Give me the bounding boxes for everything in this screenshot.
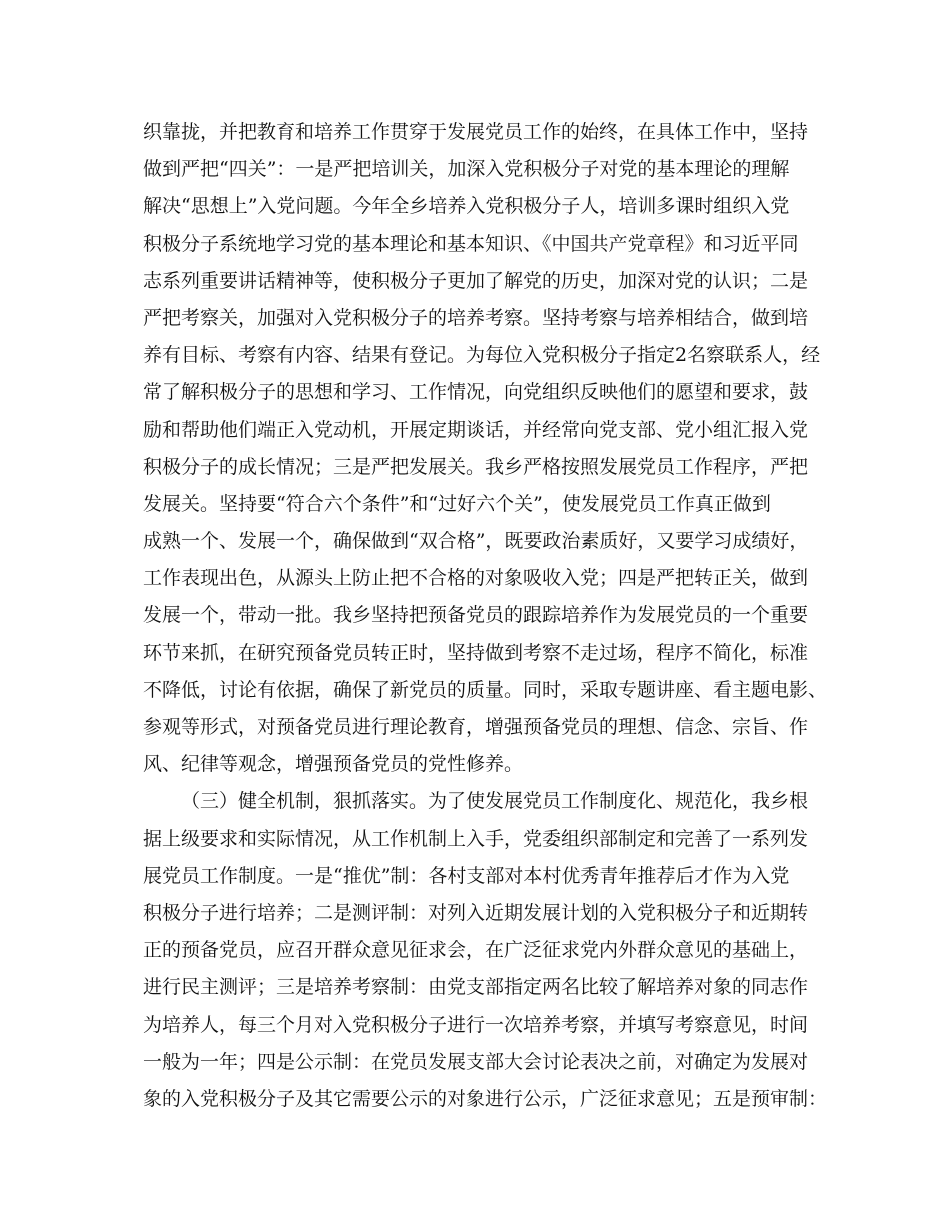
text-line: 发展关。坚持要“符合六个条件”和“过好六个关”，使发展党员工作真正做到 xyxy=(143,492,771,515)
text-line: 解决“思想上”入党问题。今年全乡培养入党积极分子人，培训多课时组织入党 xyxy=(143,195,790,218)
text-line: 不降低，讨论有依据，确保了新党员的质量。同时，采取专题讲座、看主题电影、 xyxy=(143,678,828,701)
text-line: 志系列重要讲话精神等，使积极分子更加了解党的历史，加深对党的认识；二是 xyxy=(143,269,809,292)
text-line: 积极分子进行培养；二是测评制：对列入近期发展计划的入党积极分子和近期转 xyxy=(143,901,809,924)
text-line: 一般为一年；四是公示制：在党员发展支部大会讨论表决之前，对确定为发展对 xyxy=(143,1050,809,1073)
text-line: 进行民主测评；三是培养考察制：由党支部指定两名比较了解培养对象的同志作 xyxy=(143,976,809,999)
text-line: 风、纪律等观念，增强预备党员的党性修养。 xyxy=(143,753,524,776)
text-line: 工作表现出色，从源头上防止把不合格的对象吸收入党；四是严把转正关，做到 xyxy=(143,567,809,590)
text-line: 成熟一个、发展一个，确保做到“双合格”，既要政治素质好，又要学习成绩好， xyxy=(143,530,809,553)
text-line: 为培养人，每三个月对入党积极分子进行一次培养考察，并填写考察意见，时间 xyxy=(143,1013,809,1036)
text-line: 积极分子系统地学习党的基本理论和基本知识、《中国共产党章程》和习近平同 xyxy=(143,232,799,255)
text-line: 织靠拢，并把教育和培养工作贯穿于发展党员工作的始终，在具体工作中，坚持 xyxy=(143,121,809,143)
text-line: 常了解积极分子的思想和学习、工作情况，向党组织反映他们的愿望和要求，鼓 xyxy=(143,381,809,404)
text-line: 环节来抓，在研究预备党员转正时，坚持做到考察不走过场，程序不简化，标准 xyxy=(143,641,809,664)
text-line: 养有目标、考察有内容、结果有登记。为每位入党积极分子指定2名察联系人，经 xyxy=(143,344,821,367)
text-line: 参观等形式，对预备党员进行理论教育，增强预备党员的理想、信念、宗旨、作 xyxy=(143,716,809,738)
text-line: 据上级要求和实际情况，从工作机制上入手，党委组织部制定和完善了一系列发 xyxy=(143,827,809,850)
text-line: 象的入党积极分子及其它需要公示的对象进行公示，广泛征求意见；五是预审制： xyxy=(143,1087,828,1110)
body-text xyxy=(143,114,828,1118)
text-line: 做到严把“四关”：一是严把培训关，加深入党积极分子对党的基本理论的理解 xyxy=(143,158,790,181)
text-line: 积极分子的成长情况；三是严把发展关。我乡严格按照发展党员工作程序，严把 xyxy=(143,455,809,478)
text-line: 严把考察关，加强对入党积极分子的培养考察。坚持考察与培养相结合，做到培 xyxy=(143,306,809,329)
text-line: 励和帮助他们端正入党动机，开展定期谈话，并经常向党支部、党小组汇报入党 xyxy=(143,418,809,441)
text-line: 正的预备党员，应召开群众意见征求会，在广泛征求党内外群众意见的基础上， xyxy=(143,939,809,962)
paragraph-start-line: （三）健全机制，狠抓落实。为了使发展党员工作制度化、规范化，我乡根 xyxy=(181,790,809,813)
text-line: 发展一个，带动一批。我乡坚持把预备党员的跟踪培养作为发展党员的一个重要 xyxy=(143,604,809,627)
text-line: 展党员工作制度。一是“推优”制：各村支部对本村优秀青年推荐后才作为入党 xyxy=(143,864,790,887)
